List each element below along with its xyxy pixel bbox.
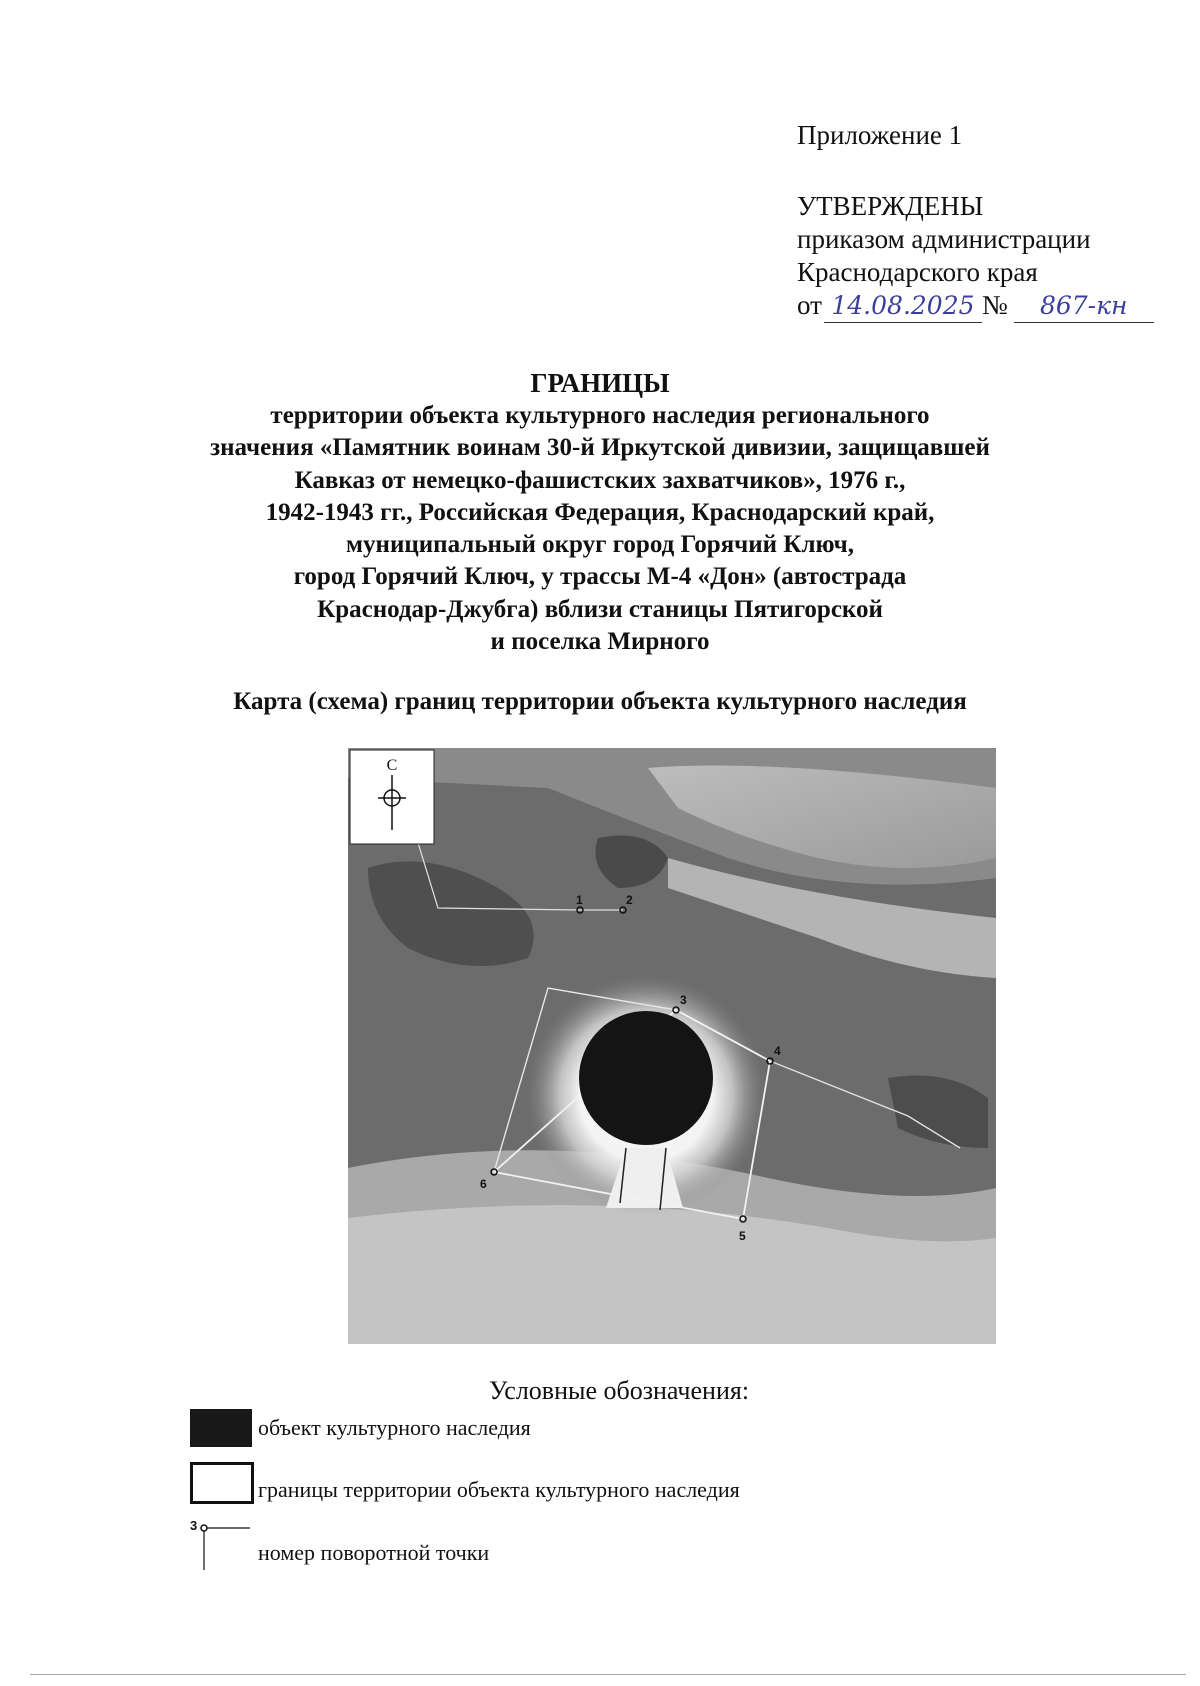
turning-point-label: 1 xyxy=(576,893,583,907)
map-caption: Карта (схема) границ территории объекта культурного наследия xyxy=(233,688,967,715)
boundary-swatch xyxy=(190,1462,254,1504)
turning-point-label: 4 xyxy=(774,1044,781,1058)
handwritten-date: 14.08.2025 xyxy=(824,289,982,323)
legend-point-label: номер поворотной точки xyxy=(258,1540,490,1565)
legend-object-label: объект культурного наследия xyxy=(258,1415,531,1440)
document-title: ГРАНИЦЫ xyxy=(530,368,670,398)
legend-point-number: 3 xyxy=(190,1518,198,1533)
description-line: город Горячий Ключ, у трассы М-4 «Дон» (автострада xyxy=(293,563,907,591)
appendix-label: Приложение 1 xyxy=(797,120,963,150)
approved-heading: УТВЕРЖДЕНЫ xyxy=(797,191,984,221)
description-line: значения «Памятник воинам 30-й Иркутской дивизии, защищавшей xyxy=(210,434,990,462)
description-line: 1942-1943 гг., Российская Федерация, Краснодарский край, xyxy=(265,498,935,526)
heritage-object-swatch xyxy=(190,1409,252,1447)
turning-point-label: 5 xyxy=(739,1229,746,1243)
north-label: С xyxy=(386,757,398,774)
approved-by-region: Краснодарского края xyxy=(797,257,1038,287)
turning-point-label: 2 xyxy=(626,893,633,907)
approval-date-line xyxy=(797,289,1154,323)
turning-point-legend-icon xyxy=(188,1518,252,1572)
turning-point-label: 6 xyxy=(480,1177,487,1191)
description-line: территории объекта культурного наследия регионального xyxy=(270,402,930,429)
description-line: Краснодар-Джубга) вблизи станицы Пятигорской xyxy=(317,595,883,623)
approved-by-order: приказом администрации xyxy=(797,224,1091,254)
description-line: и поселка Мирного xyxy=(490,628,710,656)
heritage-object-circle xyxy=(579,1011,713,1145)
number-prefix: № xyxy=(981,290,1008,320)
boundary-map xyxy=(348,748,996,1344)
handwritten-number: 867-кн xyxy=(1014,289,1154,323)
document-description xyxy=(100,400,1100,658)
legend-title: Условные обозначения: xyxy=(489,1376,750,1405)
description-line: Кавказ от немецко-фашистских захватчиков», 1976 г., xyxy=(294,466,906,494)
date-prefix: от xyxy=(797,290,822,320)
description-line: муниципальный округ город Горячий Ключ, xyxy=(346,531,854,559)
page-bottom-rule xyxy=(30,1674,1186,1675)
approval-block xyxy=(797,190,1154,323)
legend-boundary-label: границы территории объекта культурного наследия xyxy=(258,1477,740,1502)
turning-point-label: 3 xyxy=(680,993,687,1007)
